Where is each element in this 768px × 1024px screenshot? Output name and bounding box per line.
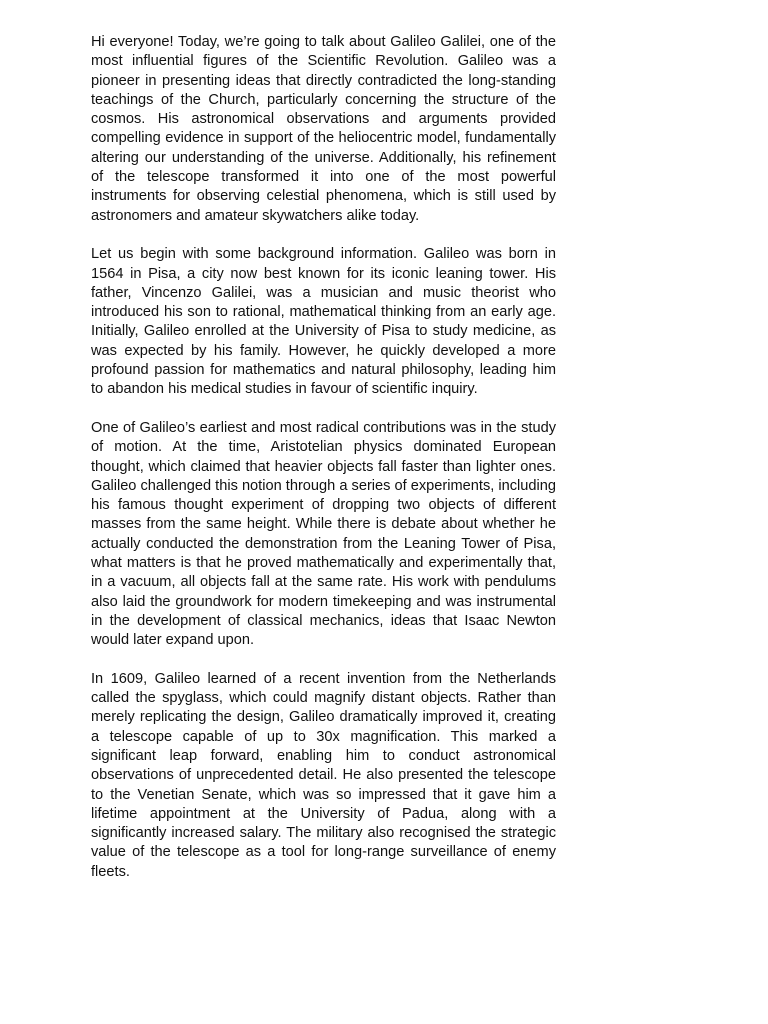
paragraph-background: Let us begin with some background information. Galileo was born in 1564 in Pisa, a city now best known for its iconic leaning tower. His father, Vincenzo Galilei, was a musician and music theorist who introduced his son to rational, mathematical thinking from an early age. Initially, Galileo enrolled at the University of Pisa to study medicine, as was expected by his family. However, he quickly developed a more profound passion for mathematics and natural philosophy, leading him to abandon his medical studies in favour of scientific inquiry. — [91, 246, 556, 398]
paragraph-telescope: In 1609, Galileo learned of a recent invention from the Netherlands called the spyglass, which could magnify distant objects. Rather than merely replicating the design, Galileo dramatically improved it, creating a telescope capable of up to 30x magnification. This marked a significant leap forward, enabling him to conduct astronomical observations of unprecedented detail. He also presented the telescope to the Venetian Senate, which was so impressed that it gave him a lifetime appointment at the University of Padua, along with a significantly increased salary. The military also recognised the strategic value of the telescope as a tool for long-range surveillance of enemy fleets. — [91, 670, 556, 880]
paragraph-introduction: Hi everyone! Today, we’re going to talk about Galileo Galilei, one of the most influential figures of the Scientific Revolution. Galileo was a pioneer in presenting ideas that directly contradicted the long-standing teachings of the Church, particularly concerning the structure of the cosmos. His astronomical observations and arguments provided compelling evidence in support of the heliocentric model, fundamentally altering our understanding of the universe. Additionally, his refinement of the telescope transformed it into one of the most powerful instruments for observing celestial phenomena, which is still used by astronomers and amateur skywatchers alike today. — [91, 34, 556, 224]
document-body — [91, 33, 556, 882]
paragraph-motion: One of Galileo’s earliest and most radical contributions was in the study of motion. At the time, Aristotelian physics dominated European thought, which claimed that heavier objects fall faster than lighter ones. Galileo challenged this notion through a series of experiments, including his famous thought experiment of dropping two objects of different masses from the same height. While there is debate about whether he actually conducted the demonstration from the Leaning Tower of Pisa, what matters is that he proved mathematically and experimentally that, in a vacuum, all objects fall at the same rate. His work with pendulums also laid the groundwork for modern timekeeping and was instrumental in the development of classical mechanics, ideas that Isaac Newton would later expand upon. — [91, 419, 556, 649]
